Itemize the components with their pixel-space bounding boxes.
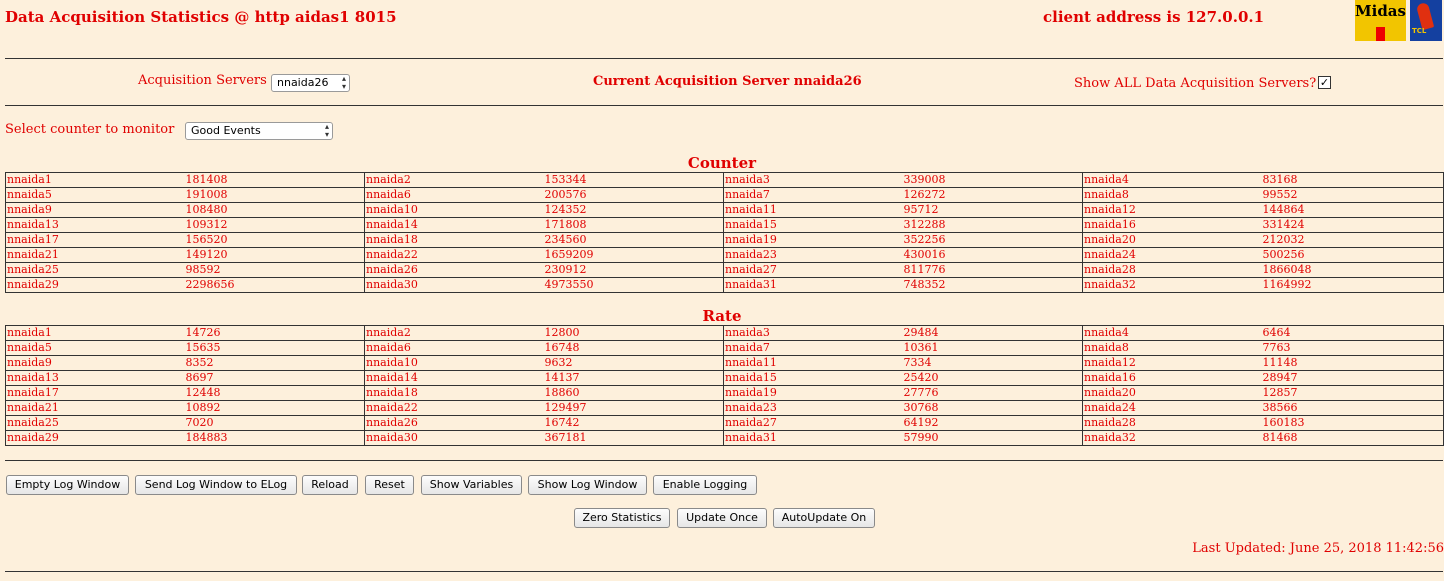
divider-mid [5,105,1443,106]
value-cell: 7334 [903,356,1083,371]
table-row [6,416,1444,431]
value-cell: 2298656 [185,278,365,293]
value-cell: 339008 [903,173,1083,188]
server-name-cell: nnaida19 [724,386,903,401]
server-name-cell: nnaida4 [1083,173,1262,188]
value-cell: 108480 [185,203,365,218]
value-cell: 160183 [1262,416,1444,431]
server-name-cell: nnaida6 [365,341,544,356]
value-cell: 18860 [544,386,724,401]
server-name-cell: nnaida29 [6,431,185,446]
value-cell: 230912 [544,263,724,278]
value-cell: 156520 [185,233,365,248]
current-server: Current Acquisition Server nnaida26 [593,74,862,89]
value-cell: 124352 [544,203,724,218]
value-cell: 200576 [544,188,724,203]
server-name-cell: nnaida2 [365,173,544,188]
value-cell: 16748 [544,341,724,356]
server-name-cell: nnaida27 [724,416,903,431]
server-name-cell: nnaida15 [724,371,903,386]
server-name-cell: nnaida21 [6,401,185,416]
server-name-cell: nnaida10 [365,356,544,371]
empty-log-window-button[interactable]: Empty Log Window [6,475,129,495]
select-arrows-icon: ▴ ▾ [324,122,329,139]
zero-statistics-button[interactable]: Zero Statistics [574,508,670,528]
server-name-cell: nnaida26 [365,263,544,278]
table-row [6,233,1444,248]
server-name-cell: nnaida11 [724,203,903,218]
divider-bottom [5,571,1443,572]
server-name-cell: nnaida29 [6,278,185,293]
server-name-cell: nnaida20 [1083,233,1262,248]
value-cell: 191008 [185,188,365,203]
server-name-cell: nnaida18 [365,233,544,248]
server-name-cell: nnaida3 [724,326,903,341]
server-name-cell: nnaida20 [1083,386,1262,401]
tcl-logo-text: TCL [1412,27,1427,35]
value-cell: 129497 [544,401,724,416]
show-variables-button[interactable]: Show Variables [421,475,522,495]
server-name-cell: nnaida25 [6,263,185,278]
value-cell: 149120 [185,248,365,263]
table-row [6,218,1444,233]
server-name-cell: nnaida22 [365,248,544,263]
value-cell: 16742 [544,416,724,431]
counter-table [5,172,1444,293]
table-row [6,263,1444,278]
value-cell: 14726 [185,326,365,341]
server-name-cell: nnaida28 [1083,263,1262,278]
counter-select[interactable] [185,122,333,140]
table-row [6,248,1444,263]
divider-top [5,58,1443,59]
value-cell: 811776 [903,263,1083,278]
server-name-cell: nnaida25 [6,416,185,431]
update-once-button[interactable]: Update Once [677,508,767,528]
value-cell: 25420 [903,371,1083,386]
server-name-cell: nnaida22 [365,401,544,416]
value-cell: 1164992 [1262,278,1444,293]
value-cell: 12800 [544,326,724,341]
value-cell: 184883 [185,431,365,446]
server-name-cell: nnaida13 [6,218,185,233]
value-cell: 12857 [1262,386,1444,401]
value-cell: 8697 [185,371,365,386]
server-name-cell: nnaida17 [6,233,185,248]
server-name-cell: nnaida21 [6,248,185,263]
server-name-cell: nnaida11 [724,356,903,371]
server-name-cell: nnaida23 [724,248,903,263]
value-cell: 64192 [903,416,1083,431]
server-name-cell: nnaida2 [365,326,544,341]
value-cell: 10361 [903,341,1083,356]
value-cell: 15635 [185,341,365,356]
value-cell: 28947 [1262,371,1444,386]
server-name-cell: nnaida1 [6,173,185,188]
server-name-cell: nnaida4 [1083,326,1262,341]
server-name-cell: nnaida26 [365,416,544,431]
server-name-cell: nnaida31 [724,431,903,446]
value-cell: 14137 [544,371,724,386]
rate-table [5,325,1444,446]
enable-logging-button[interactable]: Enable Logging [653,475,757,495]
show-all-checkbox[interactable]: ✓ [1319,76,1330,89]
rate-title: Rate [702,307,742,325]
midas-logo [1355,0,1406,41]
tcl-feather-icon [1416,2,1434,30]
value-cell: 7020 [185,416,365,431]
value-cell: 171808 [544,218,724,233]
reload-button[interactable]: Reload [302,475,358,495]
midas-logo-text: Midas [1355,2,1406,20]
acquisition-servers-value: nnaida26 [277,76,329,89]
value-cell: 99552 [1262,188,1444,203]
table-row [6,371,1444,386]
table-row [6,188,1444,203]
value-cell: 9632 [544,356,724,371]
value-cell: 367181 [544,431,724,446]
server-name-cell: nnaida9 [6,203,185,218]
server-name-cell: nnaida7 [724,188,903,203]
value-cell: 27776 [903,386,1083,401]
value-cell: 12448 [185,386,365,401]
value-cell: 57990 [903,431,1083,446]
value-cell: 331424 [1262,218,1444,233]
counter-title: Counter [687,154,757,172]
value-cell: 126272 [903,188,1083,203]
value-cell: 81468 [1262,431,1444,446]
value-cell: 95712 [903,203,1083,218]
value-cell: 6464 [1262,326,1444,341]
server-name-cell: nnaida18 [365,386,544,401]
value-cell: 312288 [903,218,1083,233]
value-cell: 212032 [1262,233,1444,248]
send-log-window-to-elog-button[interactable]: Send Log Window to ELog [135,475,297,495]
value-cell: 500256 [1262,248,1444,263]
server-name-cell: nnaida13 [6,371,185,386]
server-name-cell: nnaida8 [1083,188,1262,203]
value-cell: 29484 [903,326,1083,341]
server-name-cell: nnaida30 [365,278,544,293]
page-title: Data Acquisition Statistics @ http aidas1 8015 [5,8,397,26]
value-cell: 352256 [903,233,1083,248]
server-name-cell: nnaida8 [1083,341,1262,356]
table-row [6,341,1444,356]
value-cell: 234560 [544,233,724,248]
server-name-cell: nnaida17 [6,386,185,401]
show-all-label: Show ALL Data Acquisition Servers? [1074,76,1317,91]
server-name-cell: nnaida19 [724,233,903,248]
divider-lower [5,460,1443,461]
value-cell: 1866048 [1262,263,1444,278]
server-name-cell: nnaida23 [724,401,903,416]
value-cell: 430016 [903,248,1083,263]
acquisition-servers-select[interactable] [271,74,350,92]
server-name-cell: nnaida7 [724,341,903,356]
last-updated: Last Updated: June 25, 2018 11:42:56 [1192,541,1444,556]
value-cell: 109312 [185,218,365,233]
counter-select-label: Select counter to monitor [5,122,175,137]
server-name-cell: nnaida9 [6,356,185,371]
table-row [6,431,1444,446]
value-cell: 1659209 [544,248,724,263]
value-cell: 8352 [185,356,365,371]
server-name-cell: nnaida24 [1083,248,1262,263]
autoupdate-on-button[interactable]: AutoUpdate On [773,508,875,528]
table-row [6,203,1444,218]
server-name-cell: nnaida14 [365,371,544,386]
server-name-cell: nnaida32 [1083,431,1262,446]
value-cell: 748352 [903,278,1083,293]
server-name-cell: nnaida30 [365,431,544,446]
server-name-cell: nnaida31 [724,278,903,293]
table-row [6,326,1444,341]
select-arrows-icon: ▴ ▾ [341,74,346,91]
server-name-cell: nnaida16 [1083,218,1262,233]
table-row [6,356,1444,371]
server-name-cell: nnaida24 [1083,401,1262,416]
server-name-cell: nnaida1 [6,326,185,341]
server-name-cell: nnaida32 [1083,278,1262,293]
client-address: client address is 127.0.0.1 [1043,8,1265,26]
server-name-cell: nnaida14 [365,218,544,233]
value-cell: 10892 [185,401,365,416]
table-row [6,386,1444,401]
server-name-cell: nnaida5 [6,341,185,356]
server-name-cell: nnaida27 [724,263,903,278]
server-name-cell: nnaida28 [1083,416,1262,431]
value-cell: 30768 [903,401,1083,416]
value-cell: 153344 [544,173,724,188]
tcl-logo [1410,0,1442,41]
show-log-window-button[interactable]: Show Log Window [528,475,647,495]
counter-select-value: Good Events [191,124,261,137]
server-name-cell: nnaida12 [1083,356,1262,371]
value-cell: 83168 [1262,173,1444,188]
table-row [6,173,1444,188]
server-name-cell: nnaida10 [365,203,544,218]
server-name-cell: nnaida5 [6,188,185,203]
value-cell: 98592 [185,263,365,278]
server-name-cell: nnaida6 [365,188,544,203]
table-row [6,401,1444,416]
midas-logo-sub [1355,20,1406,26]
server-name-cell: nnaida3 [724,173,903,188]
value-cell: 38566 [1262,401,1444,416]
midas-figure-icon [1376,27,1385,41]
server-name-cell: nnaida16 [1083,371,1262,386]
table-row [6,278,1444,293]
server-name-cell: nnaida15 [724,218,903,233]
value-cell: 4973550 [544,278,724,293]
value-cell: 144864 [1262,203,1444,218]
value-cell: 7763 [1262,341,1444,356]
server-name-cell: nnaida12 [1083,203,1262,218]
reset-button[interactable]: Reset [365,475,414,495]
value-cell: 181408 [185,173,365,188]
acquisition-servers-label: Acquisition Servers [138,73,267,88]
value-cell: 11148 [1262,356,1444,371]
